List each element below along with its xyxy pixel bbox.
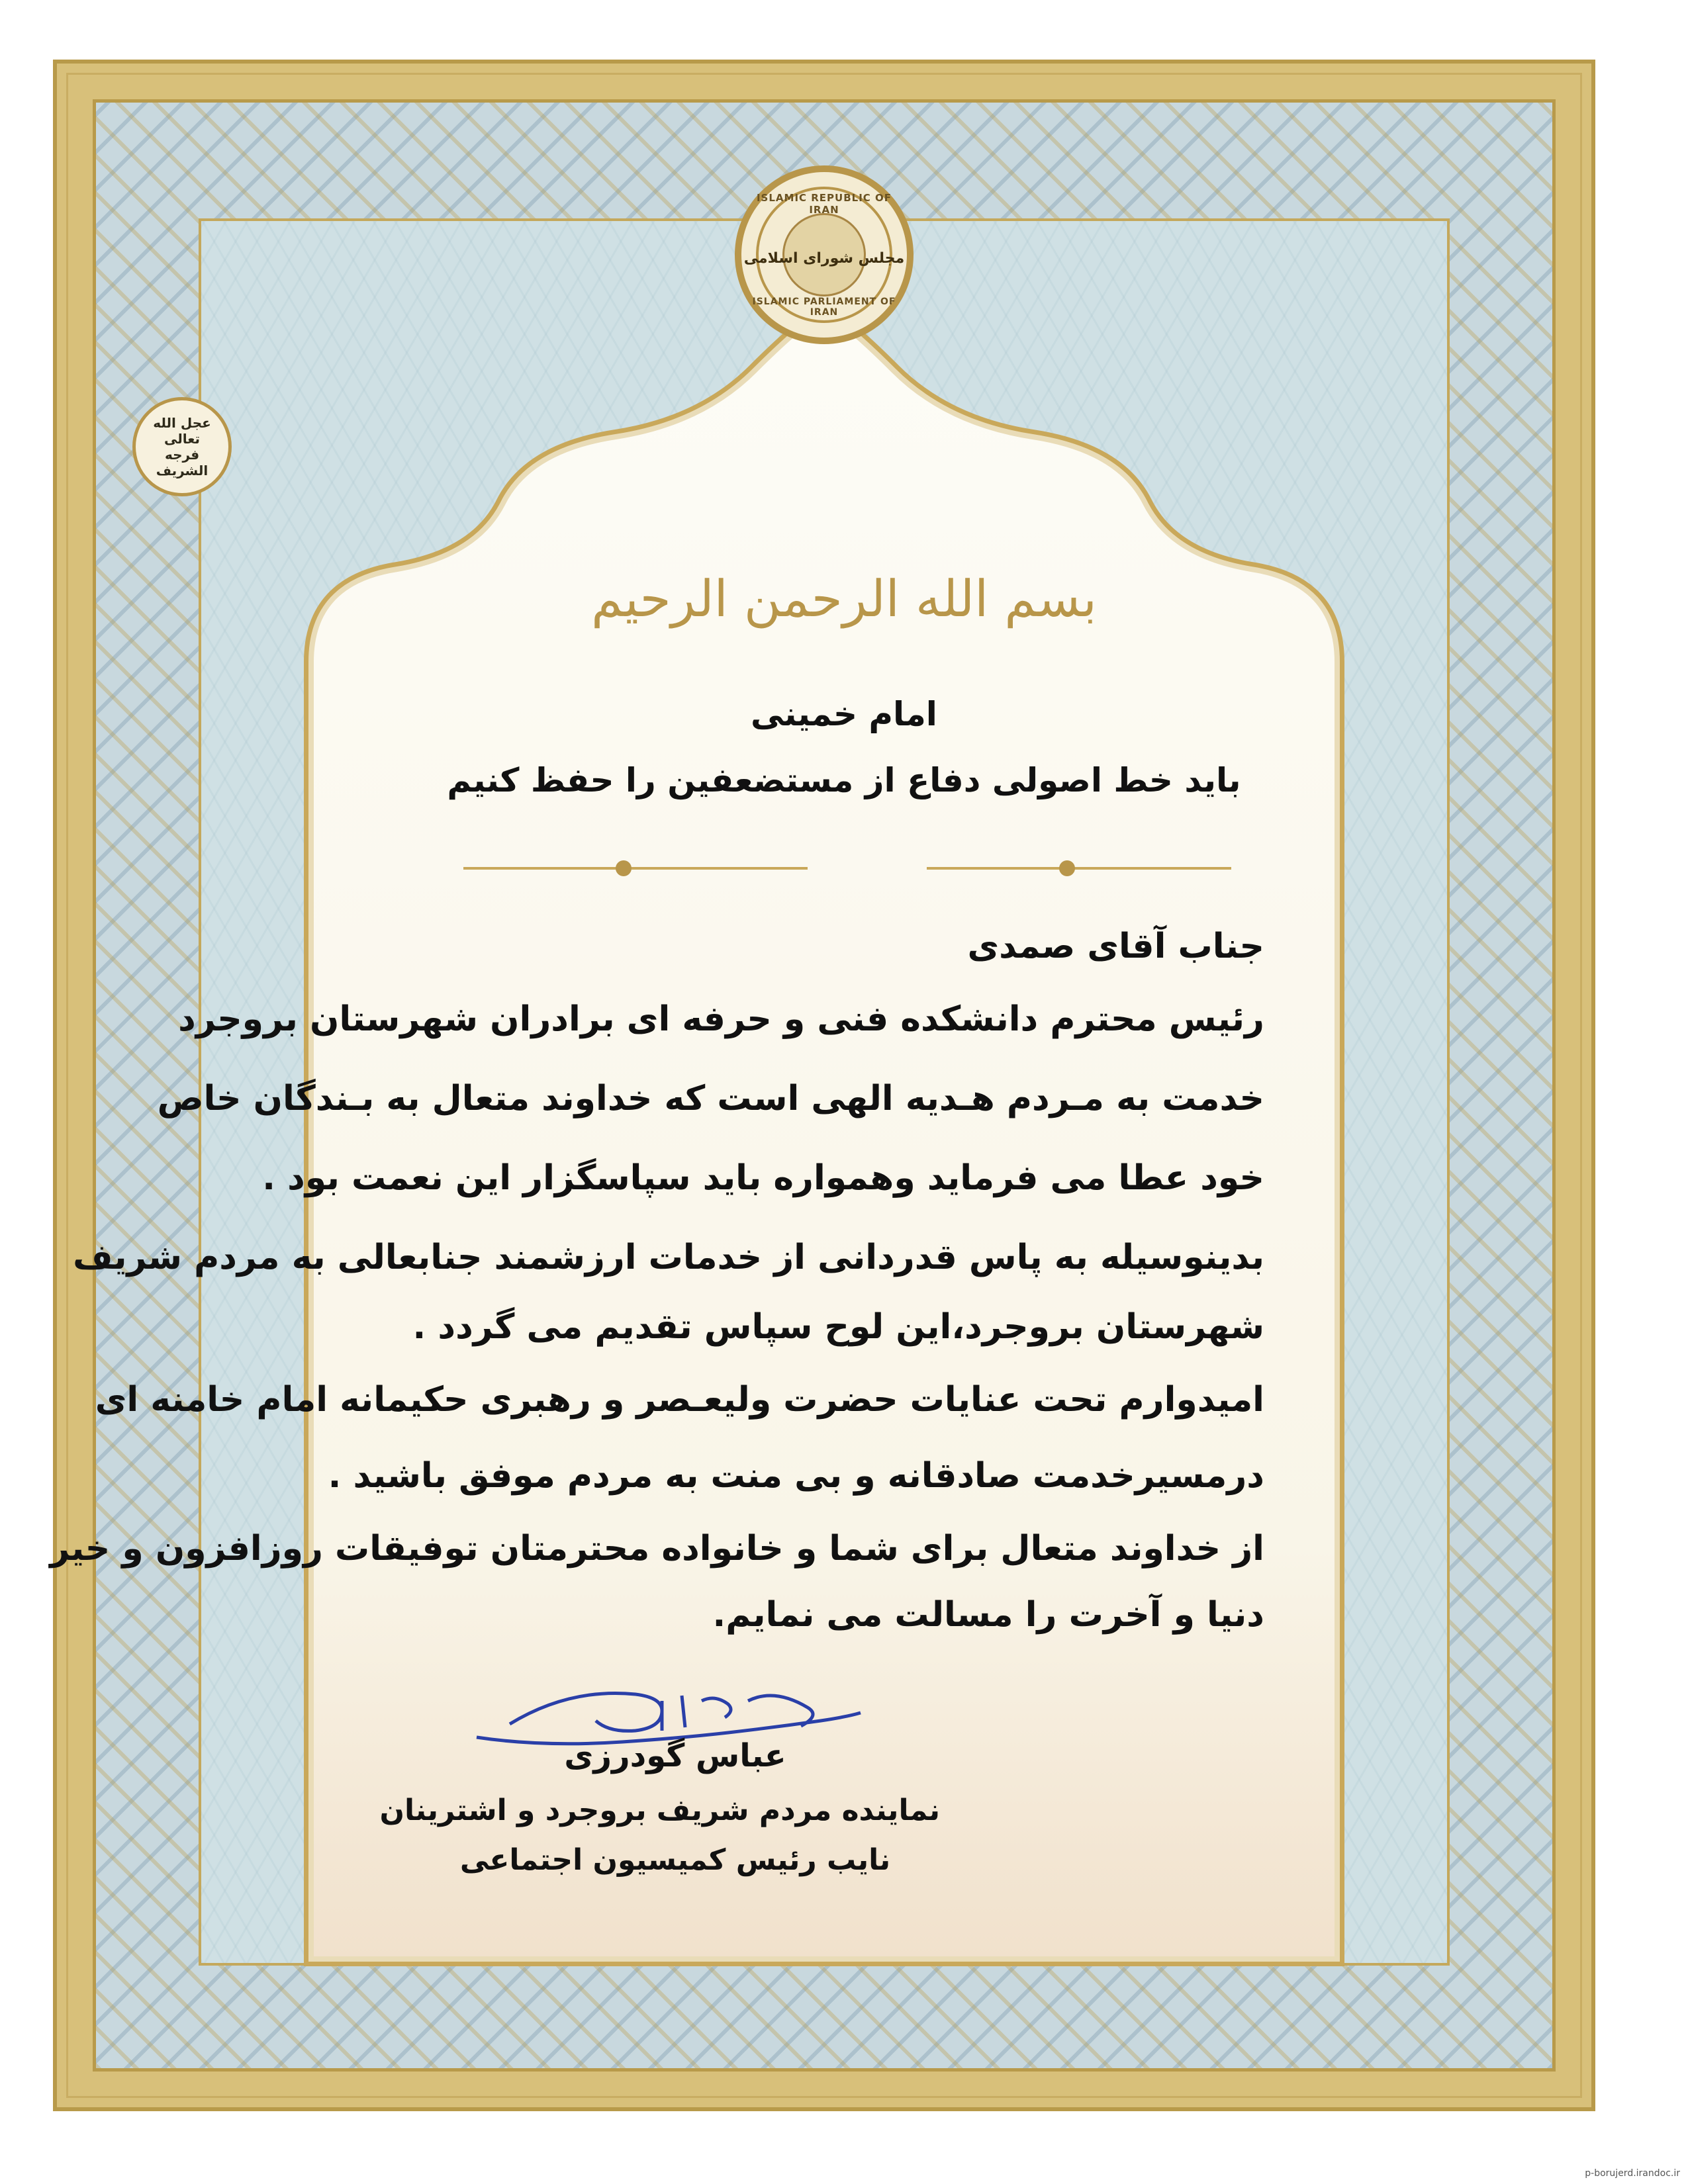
- body-line: دنیا و آخرت را مسالت می نمایم.: [712, 1595, 1264, 1635]
- ornament-divider-left: [463, 867, 808, 870]
- ornament-divider-right: [927, 867, 1231, 870]
- signatory-role-2: نایب رئیس کمیسیون اجتماعی: [459, 1843, 891, 1877]
- footer-watermark: p-borujerd.irandoc.ir: [1585, 2168, 1680, 2179]
- body-line: درمسیرخدمت صادقانه و بی منت به مردم موفق باشید .: [328, 1456, 1264, 1496]
- recipient-title: رئیس محترم دانشکده فنی و حرفه ای برادران شهرستان بروجرد: [178, 999, 1264, 1039]
- body-line: از خداوند متعال برای شما و خانواده محترمتان توفیقات روزافزون و خیر: [50, 1529, 1264, 1569]
- side-medallion: [132, 397, 232, 496]
- seal-text-top: ISLAMIC REPUBLIC OF IRAN: [756, 192, 892, 216]
- body-line: خدمت به مـردم هـدیه الهی است که خداوند متعال به بـندگان خاص: [157, 1079, 1264, 1118]
- body-line: شهرستان بروجرد،این لوح سپاس تقدیم می گردد .: [412, 1307, 1264, 1347]
- heading-quote: باید خط اصولی دفاع از مستضعفین را حفظ کنیم: [447, 761, 1241, 799]
- recipient-salutation: جناب آقای صمدی: [967, 927, 1264, 966]
- seal-text-bottom: ISLAMIC PARLIAMENT OF IRAN: [752, 296, 896, 318]
- body-line: امیدوارم تحت عنایات حضرت ولیعـصر و رهبری حکیمانه امام خامنه ای: [95, 1380, 1264, 1420]
- bismillah-calligraphy: بسم الله الرحمن الرحیم: [591, 569, 1097, 628]
- seal-text-center: مجلس شورای اسلامی: [743, 250, 905, 267]
- parliament-seal: [735, 165, 914, 344]
- signatory-name: عباس گودرزی: [564, 1737, 786, 1774]
- body-line: خود عطا می فرماید وهمواره باید سپاسگزار این نعمت بود .: [262, 1158, 1264, 1198]
- heading-imam: امام خمینی: [751, 695, 937, 733]
- side-medallion-text: عجل الله تعالی فرجه الشریف: [153, 415, 211, 478]
- body-line: بدینوسیله به پاس قدردانی از خدمات ارزشمند جنابعالی به مردم شریف: [73, 1238, 1264, 1277]
- signatory-role: نماینده مردم شریف بروجرد و اشترینان: [379, 1794, 940, 1827]
